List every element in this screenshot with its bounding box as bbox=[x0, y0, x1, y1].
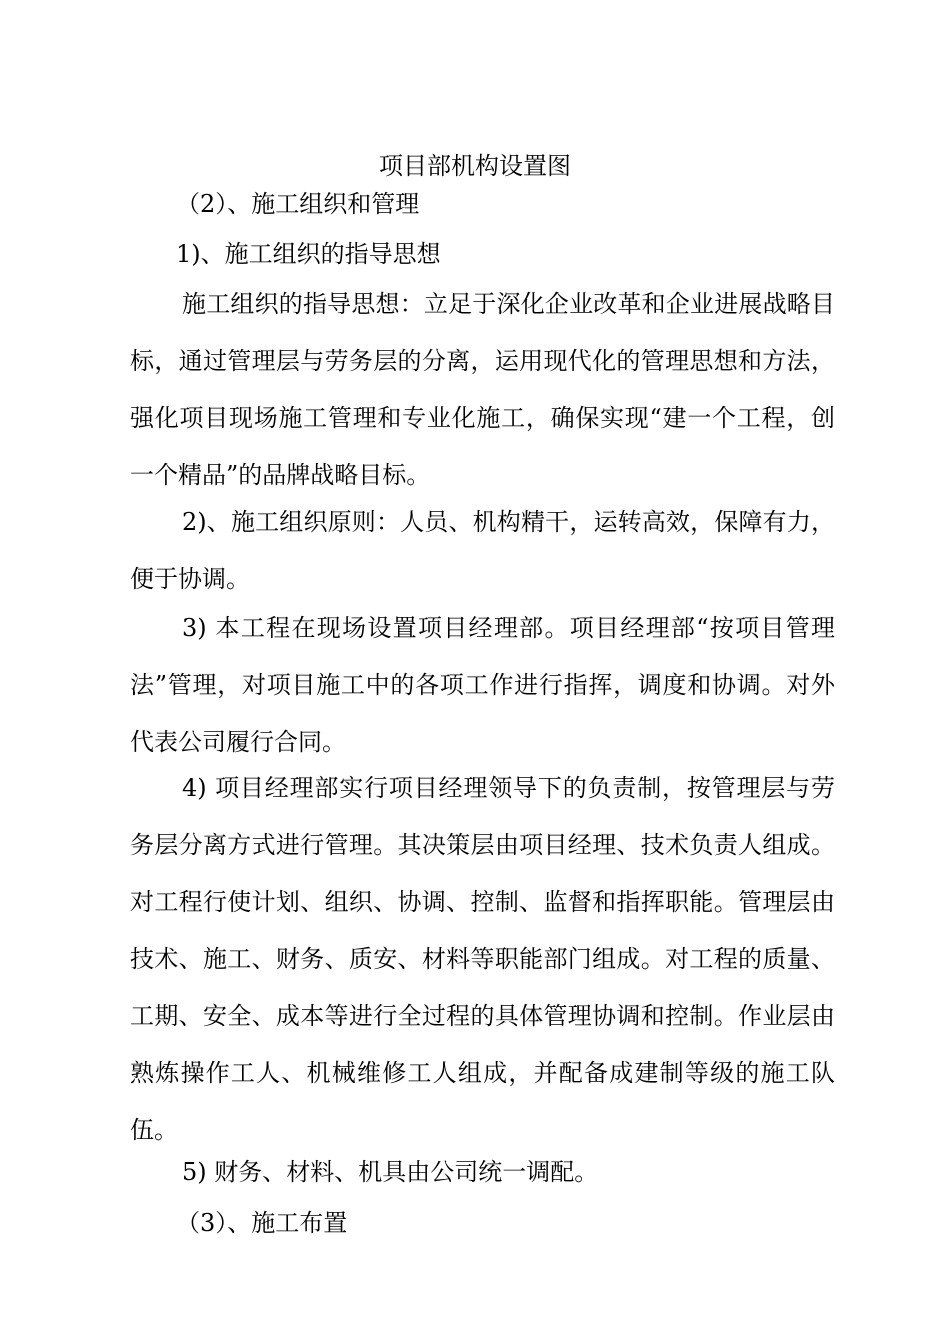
paragraph-guiding-ideology: 施工组织的指导思想：立足于深化企业改革和企业进展战略目标，通过管理层与劳务层的分离，运用现代化的管理思想和方法，强化项目现场施工管理和专业化施工，确保实现“建一个工程，创一个精品”的品牌战略目标。 bbox=[130, 290, 835, 489]
section-2-heading: （2）、施工组织和管理 bbox=[176, 190, 420, 218]
paragraph-organization-principle: 2)、施工组织原则：人员、机构精干，运转高效，保障有力，便于协调。 bbox=[130, 508, 835, 593]
paragraph-responsibility-system: 4) 项目经理部实行项目经理领导下的负责制，按管理层与劳务层分离方式进行管理。其决策层由项目经理、技术负责人组成。对工程行使计划、组织、协调、控制、监督和指挥职能。管理层由技术、施工、财务、质安、材料等职能部门组成。对工程的质量、工期、安全、成本等进行全过程的具体管理协调和控制。作业层由熟炼操作工人、机械维修工人组成，并配备成建制等级的施工队伍。 bbox=[130, 774, 835, 1144]
section-3-heading: （3）、施工布置 bbox=[176, 1209, 348, 1237]
subsection-1-heading: 1)、施工组织的指导思想 bbox=[176, 240, 441, 268]
paragraph-unified-allocation: 5) 财务、材料、机具由公司统一调配。 bbox=[182, 1158, 599, 1186]
figure-caption: 项目部机构设置图 bbox=[379, 152, 571, 180]
paragraph-project-department: 3) 本工程在现场设置项目经理部。项目经理部“按项目管理法”管理，对项目施工中的各项工作进行指挥，调度和协调。对外代表公司履行合同。 bbox=[130, 614, 835, 756]
